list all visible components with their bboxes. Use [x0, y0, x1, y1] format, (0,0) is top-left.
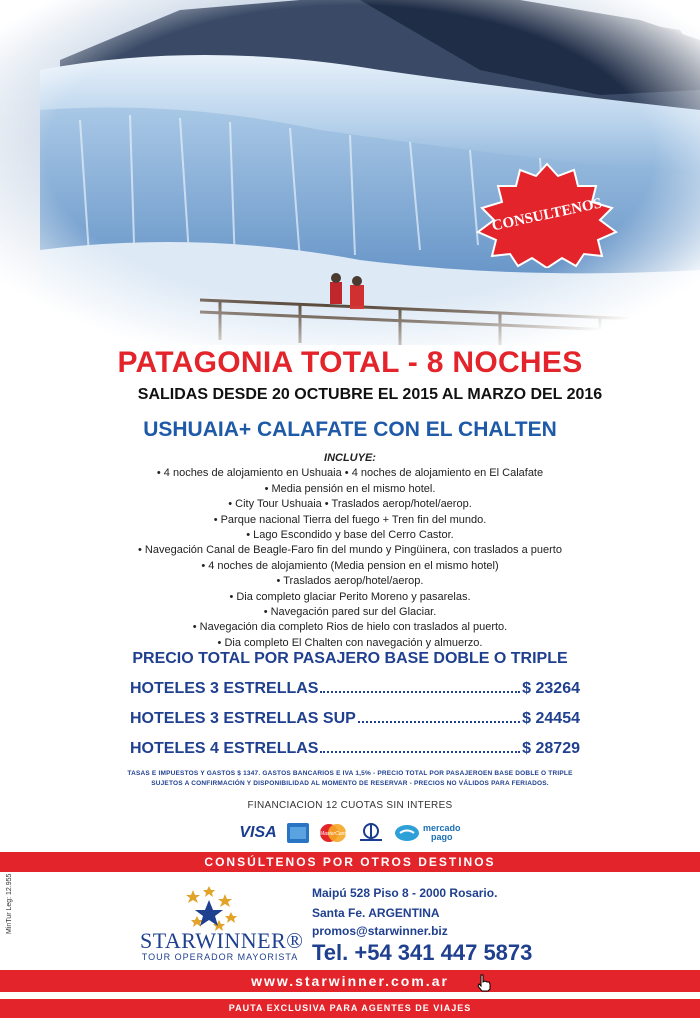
logo-tagline: TOUR OPERADOR MAYORISTA — [141, 952, 299, 962]
website-link[interactable]: www.starwinner.com.ar — [251, 973, 449, 989]
visa-logo — [238, 822, 278, 844]
includes-item: • City Tour Ushuaia • Traslados aerop/hotel/aerop. — [228, 498, 472, 511]
price-row-label: HOTELES 3 ESTRELLAS — [130, 680, 319, 697]
mercado-text: mercado — [423, 823, 461, 833]
mastercard-text: MasterCard — [319, 831, 347, 837]
leader-dots — [320, 691, 520, 693]
page-title: PATAGONIA TOTAL - 8 NOCHES — [117, 346, 583, 379]
mastercard-icon — [318, 822, 348, 844]
includes-heading: INCLUYE: — [324, 452, 376, 464]
route-title: USHUAIA+ CALAFATE CON EL CHALTEN — [143, 418, 557, 441]
amex-icon — [286, 822, 310, 844]
includes-list — [0, 451, 700, 651]
includes-item: • Dia completo El Chalten con navegación y almuerzo. — [217, 636, 483, 649]
leader-dots — [358, 721, 520, 723]
includes-item: • Navegación pared sur del Glaciar. — [263, 606, 437, 619]
contact-phone[interactable]: Tel. +54 341 447 5873 — [312, 940, 533, 965]
visa-text: VISA — [239, 824, 277, 841]
fine-print-line: SUJETOS A CONFIRMACIÓN Y DISPONIBILIDAD AL MOMENTO DE RESERVAR - PRECIOS NO VÁLIDOS PARA FERIADOS. — [151, 780, 549, 787]
price-row-value: $ 23264 — [522, 680, 580, 697]
price-row-value: $ 28729 — [522, 740, 580, 757]
includes-item: • 4 noches de alojamiento (Media pension en el mismo hotel) — [201, 559, 499, 572]
handshake-icon — [394, 824, 420, 842]
includes-item: • Traslados aerop/hotel/aerop. — [276, 575, 424, 588]
pago-text: pago — [431, 832, 453, 842]
logo-name: STARWINNER® — [140, 928, 304, 953]
price-row — [130, 680, 580, 698]
includes-item: • Dia completo glaciar Perito Moreno y pasarelas. — [229, 590, 471, 603]
includes-item: • 4 noches de alojamiento en Ushuaia • 4 noches de alojamiento en El Calafate — [156, 467, 544, 480]
departure-dates: SALIDAS DESDE 20 OCTUBRE EL 2015 AL MARZO DEL 2016 — [137, 386, 603, 403]
includes-item: • Navegación Canal de Beagle-Faro fin del mundo y Pingüinera, con traslados a puerto — [138, 544, 562, 557]
consultenos-badge — [472, 162, 622, 268]
other-destinations-banner: CONSÚLTENOS POR OTROS DESTINOS — [0, 852, 700, 872]
price-row — [130, 740, 580, 758]
diners-club-icon — [356, 822, 386, 844]
mercado-pago-text — [423, 824, 461, 842]
includes-item: • Lago Escondido y base del Cerro Castor. — [246, 529, 454, 542]
includes-item: • Media pensión en el mismo hotel. — [264, 482, 436, 495]
price-heading: PRECIO TOTAL POR PASAJERO BASE DOBLE O TRIPLE — [132, 650, 568, 667]
hand-cursor-icon — [476, 974, 492, 992]
contact-email[interactable]: promos@starwinner.biz — [312, 924, 448, 938]
payment-methods — [238, 820, 468, 846]
price-row-label: HOTELES 4 ESTRELLAS — [130, 740, 319, 757]
includes-item: • Navegación dia completo Rios de hielo con traslados al puerto. — [192, 621, 508, 634]
address-line-2: Santa Fe. ARGENTINA — [312, 906, 440, 920]
price-row-value: $ 24454 — [522, 710, 580, 727]
includes-item: • Parque nacional Tierra del fuego + Tren fin del mundo. — [213, 513, 487, 526]
address-line-1: Maipú 528 Piso 8 - 2000 Rosario. — [312, 886, 498, 900]
mercado-pago-logo — [394, 822, 461, 844]
fine-print-line: TASAS E IMPUESTOS Y GASTOS $ 1347. GASTOS BANCARIOS E IVA 1,5% - PRECIO TOTAL POR PASAJEROEN BASE DOBLE O TRIPLE — [127, 770, 573, 777]
price-row — [130, 710, 580, 728]
mintur-legal-note: MinTur Leg: 12.955 — [6, 873, 13, 934]
website-banner[interactable] — [0, 970, 700, 992]
financing-note: FINANCIACION 12 CUOTAS SIN INTERES — [247, 800, 453, 811]
leader-dots — [320, 751, 520, 753]
badge-text: CONSULTENOS — [490, 195, 604, 235]
footer-banner: PAUTA EXCLUSIVA PARA AGENTES DE VIAJES — [0, 999, 700, 1018]
price-row-label: HOTELES 3 ESTRELLAS SUP — [130, 710, 356, 727]
